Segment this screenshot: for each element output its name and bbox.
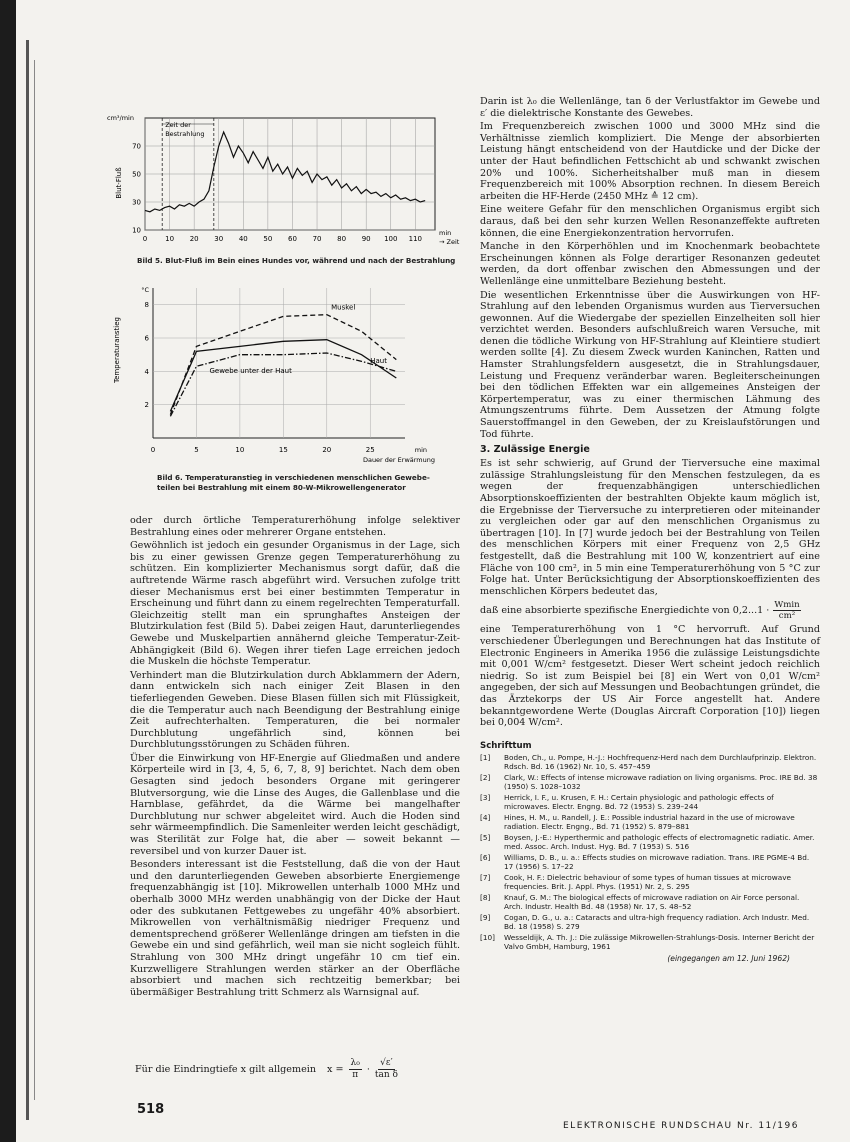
reference-text: Wesseldijk, A. Th. J.: Die zulässige Mikrowellen-Strahlungs-Dosis. Interner Bericht der Valvo GmbH, Hamburg, 1961: [504, 932, 815, 951]
section-heading: 3. Zulässige Energie: [480, 444, 590, 456]
received-date: (eingegangen am 12. Juni 1962): [667, 953, 790, 963]
reference-text: Cook, H. F.: Dielectric behaviour of some types of human tissues at microwave frequencies. Brit. J. Appl. Phys. (1951) Nr. 2, S. 295: [504, 872, 792, 891]
unit-denominator: cm²: [778, 611, 796, 622]
reference-item: [480, 854, 820, 872]
figure-5-chart: [105, 108, 470, 253]
reference-number: [3]: [480, 792, 491, 802]
reference-text: Herrick, I. F., u. Krusen, F. H.: Certain physiologic and pathologic effects of microwaves. Electr. Engng. Bd. 72 (1953) S. 239–244: [504, 792, 774, 811]
fraction-numerator: √ε′: [380, 1058, 393, 1068]
x-axis-label: Dauer der Erwärmung: [362, 456, 435, 464]
reference-text: Hines, H. M., u. Randell, J. E.: Possible industrial hazard in the use of microwave radiation. Electr. Engng., Bd. 71 (1952) S. 879–881: [504, 812, 795, 831]
x-tick-label: 20: [189, 235, 199, 243]
paragraph: oder durch örtliche Temperaturerhöhung infolge selektiver Bestrahlung eines oder mehrerer Organe entstehen.: [130, 515, 460, 538]
series-label-haut: Haut: [370, 357, 387, 365]
figure-6-caption-line2: teilen bei Bestrahlung mit einem 80-W-Mikrowellengenerator: [157, 482, 406, 492]
reference-text: Cogan, D. G., u. a.: Cataracts and ultra-high frequency radiation. Arch Industr. Med. Bd. 18 (1958) S. 279: [504, 912, 810, 931]
reference-item: [480, 754, 820, 772]
journal-footer: ELEKTRONISCHE RUNDSCHAU Nr. 11/196: [563, 1121, 799, 1131]
reference-number: [5]: [480, 832, 491, 842]
reference-text: Knauf, G. M.: The biological effects of microwave radiation on Air Force personal. Arch. Industr. Health Bd. 48 (1958) Nr. 17, S. 48–52: [504, 892, 800, 911]
reference-text: Boysen, J.-E.: Hyperthermic and pathologic effects of electromagnetic radiatic. Amer. med. Assoc. Arch. Indust. Hyg. Bd. 7 (1953) S. 516: [504, 832, 815, 851]
x-tick-label: 90: [361, 235, 371, 243]
x-unit-label-2: → Zeit: [439, 238, 460, 246]
right-column: [480, 96, 820, 963]
y-axis-label: Temperaturanstieg: [113, 316, 121, 384]
figure-5-caption: Bild 5. Blut-Fluß im Bein eines Hundes vor, während und nach der Bestrahlung: [137, 256, 456, 265]
x-unit-label: min: [439, 229, 452, 237]
x-tick-label: 10: [165, 235, 175, 243]
reference-item: [480, 934, 820, 952]
x-tick-label: 10: [235, 446, 245, 454]
paragraph: Gewöhnlich ist jedoch ein gesunder Organismus in der Lage, sich bis zu einer gewissen Grenze gegen Temperaturerhöhung zu schützen. Ein komplizierter Mechanismus sorgt dafür, daß die auftretende Wärme rasch abgeführt wird. Versuchen zufolge tritt dieser Mechanismus erst bei einer bestimmten Temperatur in Erscheinung und führt dann zu einem regelrechten Temperaturfall. Gleichzeitig stellt man ein sprunghaftes Ansteigen der Blutzirkulation fest (Bild 5). Dabei zeigen Haut, darunterliegendes Gewebe und Muskelpartien annähernd gleiche Temperatur-Zeit-Abhängigkeit (Bild 6). Wegen ihrer tiefen Lage erreichen jedoch die Muskeln die höchste Temperatur.: [130, 540, 460, 668]
reference-item: [480, 894, 820, 912]
y-unit-label: cm³/min: [107, 114, 134, 122]
y-tick-label: 2: [144, 401, 149, 410]
paragraph: Manche in den Körperhöhlen und im Knochenmark beobachtete Erscheinungen können als Folge derartiger Resonanzen gedeutet werden, da dort offenbar zwischen den Abmessungen und der Wellenlänge eine unmittelbare Beziehung besteht.: [480, 241, 820, 287]
paragraph: Eine weitere Gefahr für den menschlichen Organismus ergibt sich daraus, daß bei den sehr kurzen Wellen Resonanzeffekte auftreten können, die eine Energiekonzentration hervorrufen.: [480, 204, 820, 239]
reference-number: [4]: [480, 812, 491, 822]
binding-line-inner: [34, 60, 35, 1100]
formula-intro: Für die Eindringtiefe x gilt allgemein: [135, 1064, 316, 1075]
irradiation-label: Zeit der: [165, 121, 191, 129]
x-tick-label: 50: [263, 235, 273, 243]
series-label-gewebe: Gewebe unter der Haut: [209, 367, 292, 375]
paragraph: Es ist sehr schwierig, auf Grund der Tierversuche eine maximal zulässige Strahlungsleistung für den Menschen festzulegen, da es wegen der frequenzabhängigen unterschiedlichen Absorptionskoeffizienten der bestrahlten Objekte kaum möglich ist, die Ergebnisse der Tierversuche zu interpretieren oder miteinander zu vergleichen oder gar auf den menschlichen Organismus zu übertragen [10]. In [7] wurde jedoch bei der Bestrahlung von Teilen des menschlichen Körpers mit einer Frequenz von 2,5 GHz festgestellt, daß die Bestrahlung mit 100 W, konzentriert auf eine Fläche von 100 cm², in 5 min eine Temperaturerhöhung von 5 °C zur Folge hat. Unter Berücksichtigung der Absorptionskoeffizienten des menschlichen Körpers bedeutet das,: [480, 458, 820, 597]
x-tick-label: 40: [238, 235, 248, 243]
references: [480, 741, 820, 963]
reference-item: [480, 834, 820, 852]
fraction-numerator: λ₀: [350, 1058, 360, 1068]
reference-text: Boden, Ch., u. Pompe, H.-J.: Hochfrequenz-Herd nach dem Durchlaufprinzip. Elektron. Rdsch. Bd. 16 (1962) Nr. 10, S. 457–459: [504, 752, 817, 771]
paragraph: Im Frequenzbereich zwischen 1000 und 3000 MHz sind die Verhältnisse ziemlich kompliziert. Die Menge der absorbierten Leistung hängt entscheidend von der Hautdicke und der Dicke der unter der Haut befindlichen Fettschicht ab und schwankt zwischen 20% und 100%. Sicherheitshalber muß man in diesem Frequenzbereich mit 100% Absorption rechnen. In diesem Bereich arbeiten die HF-Herde (2450 MHz ≙ 12 cm).: [480, 121, 820, 202]
figure-6-caption: [157, 473, 477, 492]
scan-edge: [0, 0, 16, 1142]
y-tick-label: 6: [144, 334, 149, 343]
x-tick-label: 5: [194, 446, 199, 454]
x-tick-label: 15: [278, 446, 288, 454]
fraction-denominator: tan δ: [374, 1070, 398, 1080]
y-axis-label: Blut-Fluß: [115, 167, 123, 199]
formula-lhs: x =: [327, 1064, 344, 1075]
figure-6-chart: [105, 280, 450, 470]
penetration-depth-formula: [135, 1058, 398, 1081]
y-tick-label: 70: [132, 142, 141, 151]
left-column: [130, 515, 460, 1000]
x-tick-label: 25: [365, 446, 375, 454]
blood-flow-series-line: [145, 132, 425, 212]
paragraph: Darin ist λ₀ die Wellenlänge, tan δ der Verlustfaktor im Gewebe und ε′ die dielektrische Konstante des Gewebes.: [480, 96, 820, 119]
y-tick-label: 4: [144, 367, 149, 376]
reference-item: [480, 794, 820, 812]
page-number: 518: [137, 1102, 165, 1117]
paragraph: Besonders interessant ist die Feststellung, daß die von der Haut und den darunterliegenden Geweben absorbierte Energiemenge frequenzabhängig ist [10]. Mikrowellen unterhalb 1000 MHz und oberhalb 3000 MHz werden unabhängig von der Dicke der Haut oder des subkutanen Fettgewebes zu ungefähr 40% absorbiert. Mikrowellen von verhältnismäßig niedriger Frequenz und dementsprechend größerer Wellenlänge dringen am tiefsten in die Gewebe ein und sind gefährlich, weil man sie nicht sogleich fühlt. Strahlung von 300 MHz dringt ungefähr 10 cm tief ein. Kurzwelligere Strahlungen werden stärker an der Oberfläche absorbiert und machen sich rechtzeitig bemerkbar; bei übermäßiger Bestrahlung tritt Schmerz als Warnsignal auf.: [130, 859, 460, 998]
paragraph: eine Temperaturerhöhung von 1 °C hervorruft. Auf Grund verschiedener Überlegungen und Berechnungen hat das Institute of Electronic Engineers in Amerika 1956 die zulässige Leistungsdichte mit 0,001 W/cm² festgesetzt. Dieser Wert scheint jedoch reichlich niedrig. So ist zum Beispiel bei [8] ein Wert von 0,01 W/cm² angegeben, der sich auf Messungen und Beobachtungen gründet, die das Ärztekorps der US Air Force angestellt hat. Andere bekanntgewordene Werte (Douglas Aircraft Corporation [10]) liegen bei 0,004 W/cm².: [480, 624, 820, 729]
reference-number: [6]: [480, 852, 491, 862]
paragraph: Verhindert man die Blutzirkulation durch Abklammern der Adern, dann entwickeln sich nach einiger Zeit Blasen in den tieferliegenden Geweben. Diese Blasen füllen sich mit Flüssigkeit, die die Temperatur auch nach Beendigung der Bestrahlung einige Zeit aufrechterhalten. Temperaturen, die bei normaler Durchblutung ungefährlich sind, können bei Durchblutungsstörungen zu Schäden führen.: [130, 669, 460, 751]
reference-number: [2]: [480, 772, 491, 782]
fraction-denominator: π: [352, 1070, 359, 1080]
x-unit-label: min: [414, 446, 427, 454]
unit-numerator: Wmin: [774, 600, 800, 611]
energy-density-line: [480, 600, 820, 621]
references-title: Schrifttum: [480, 740, 532, 751]
y-tick-label: 10: [132, 226, 141, 235]
figure-6-caption-line1: Bild 6. Temperaturanstieg in verschiedenen menschlichen Gewebe-: [157, 473, 430, 482]
reference-item: [480, 874, 820, 892]
reference-number: [9]: [480, 912, 491, 922]
reference-text: Clark, W.: Effects of intense microwave radiation on living organisms. Proc. IRE Bd. 38 (1950) S. 1028–1032: [504, 772, 818, 791]
x-tick-label: 100: [384, 235, 398, 243]
x-tick-label: 80: [337, 235, 347, 243]
reference-text: Williams, D. B., u. a.: Effects studies on microwave radiation. Trans. IRE PGME-4 Bd. 17 (1956) S. 17–22: [504, 852, 810, 871]
binding-line: [26, 40, 29, 1120]
reference-item: [480, 814, 820, 832]
unit-fraction: [773, 600, 800, 621]
series-label-muskel: Muskel: [331, 303, 356, 312]
paragraph: Über die Einwirkung von HF-Energie auf Gliedmaßen und andere Körperteile wird in [3, 4, 5, 6, 7, 8, 9] berichtet. Nach dem oben Gesagten sind jedoch besonders Organe mit geringerer Blutversorgung, wie die Linse des Auges, die Gallenblase und die Harnblase, gefährdet, da die Wärme bei mangelhafter Durchblutung nur schwer abgeleitet wird. Auch die Hoden sind sehr wärmeempfindlich. Die Samenleiter werden leicht geschädigt, was Sterilität zur Folge hat, die aber — soweit bekannt — reversibel und von kurzer Dauer ist.: [130, 752, 460, 857]
y-tick-label: 8: [144, 301, 149, 310]
x-tick-label: 0: [150, 446, 156, 454]
reference-item: [480, 914, 820, 932]
y-tick-label: 30: [132, 198, 141, 207]
formula-dot: ·: [366, 1064, 370, 1075]
x-tick-label: 20: [322, 446, 332, 454]
irradiation-label-2: Bestrahlung: [165, 130, 205, 138]
y-tick-label: 50: [132, 170, 141, 179]
y-unit-label: °C: [141, 286, 149, 294]
fraction-sqrt-eps-tan: [375, 1058, 398, 1081]
x-tick-label: 60: [287, 235, 297, 243]
reference-number: [7]: [480, 872, 491, 882]
x-tick-label: 30: [214, 235, 224, 243]
x-tick-label: 110: [408, 235, 423, 243]
reference-number: [1]: [480, 752, 491, 762]
energy-density-text: daß eine absorbierte spezifische Energiedichte von 0,2...1 ·: [480, 605, 770, 617]
fraction-lambda-pi: [349, 1058, 362, 1081]
paragraph: Die wesentlichen Erkenntnisse über die Auswirkungen von HF-Strahlung auf den lebenden Organismus wurden aus Tierversuchen gewonnen. Auf die Wiedergabe der speziellen Einzelheiten soll hier verzichtet werden. Besonders aufschlußreich waren Versuche, mit denen die tödliche Wirkung von HF-Strahlung auf Kleintiere studiert werden sollte [4]. Zu diesem Zweck wurden Kaninchen, Ratten und Hamster Strahlungsfeldern ausgesetzt, die in Strahlungsdauer, Leistung und Frequenz veränderbar waren. Begleiterscheinungen bei den tödlichen Effekten war ein allgemeines Ansteigen der Körpertemperatur, was zu einer thermischen Lähmung des Atmungszentrums führte. Dem Aussetzen der Atmung folgte Sauerstoffmangel in den Geweben, der zu Kreislaufstörungen und Tod führte.: [480, 289, 820, 440]
reference-number: [10]: [480, 932, 495, 942]
x-tick-label: 70: [312, 235, 322, 243]
reference-number: [8]: [480, 892, 491, 902]
reference-item: [480, 774, 820, 792]
reference-list: [480, 754, 820, 952]
x-tick-label: 0: [142, 235, 148, 243]
